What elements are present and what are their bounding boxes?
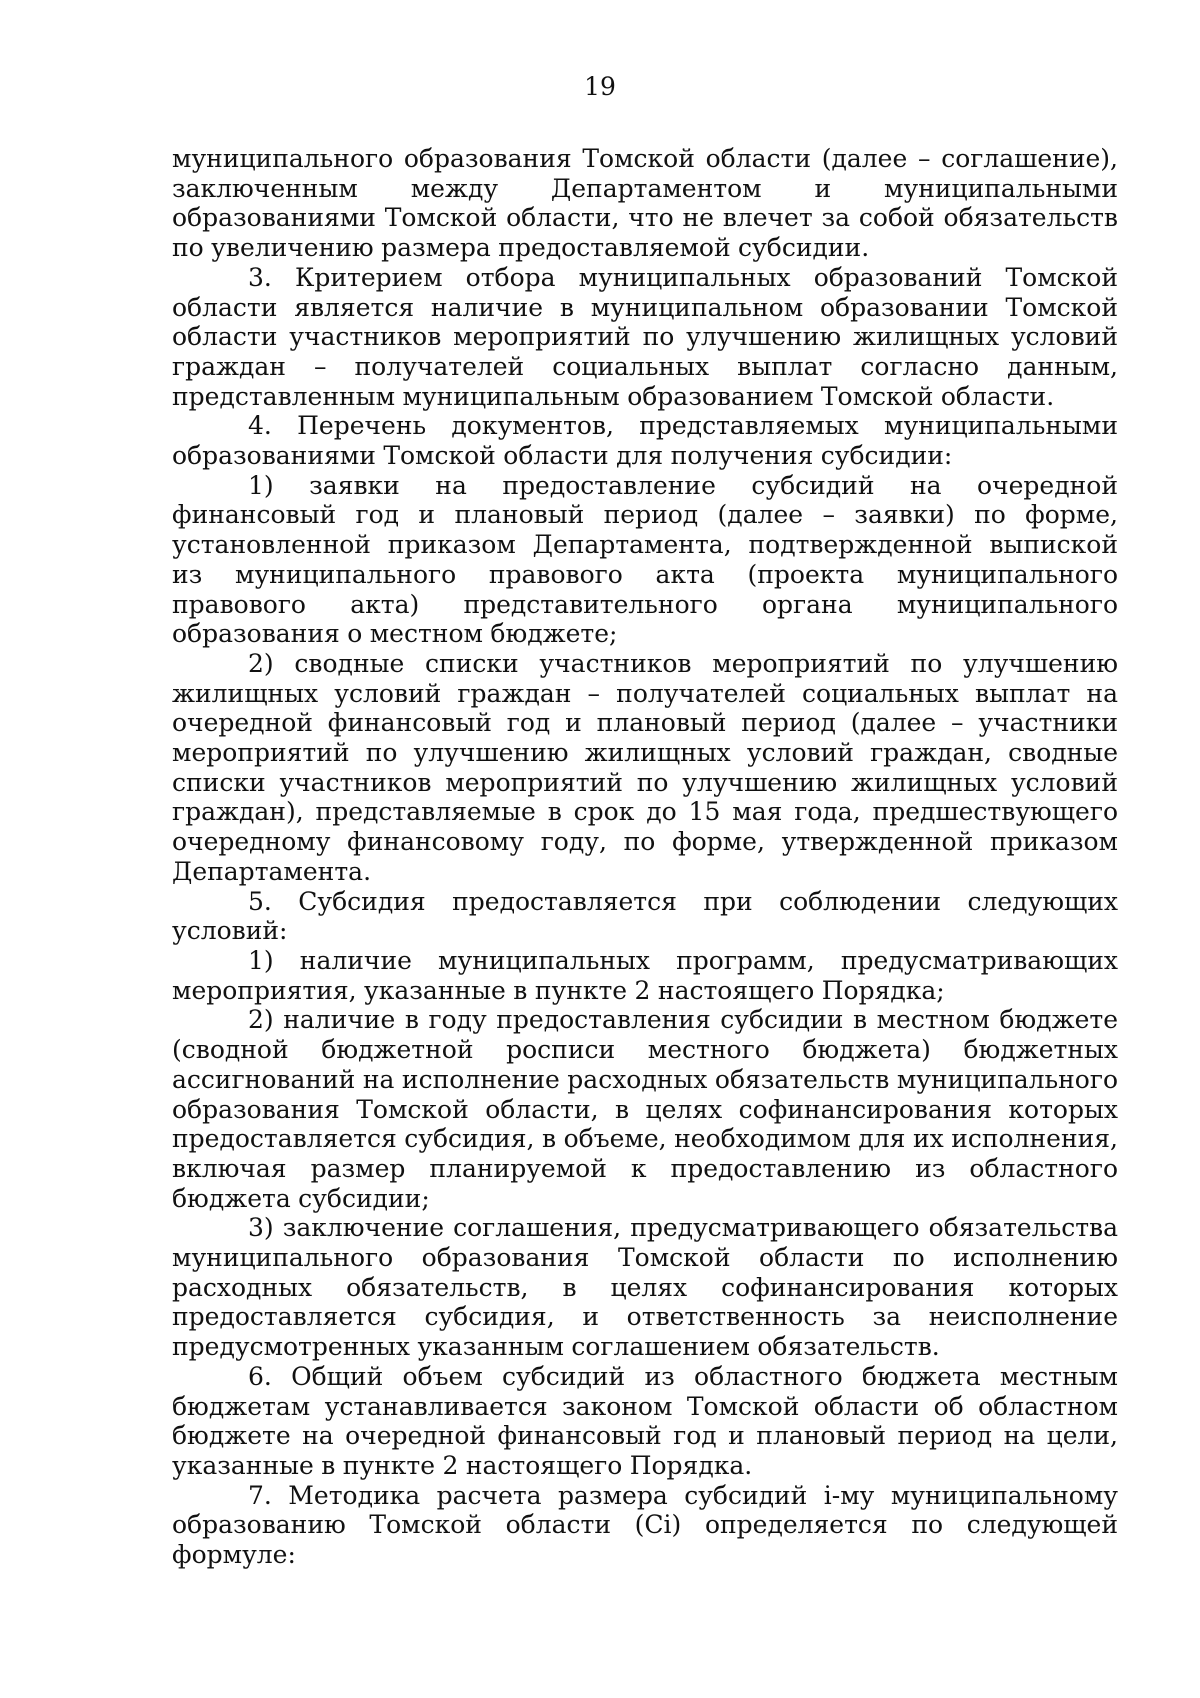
paragraph-item-5-2: 2) наличие в году предоставления субсидии в местном бюджете (сводной бюджетной росписи местного бюджета) бюджетных ассигнований на исполнение расходных обязательств муниципального образования Томской области, в целях софинансирования которых предоставляется субсидия, в объеме, необходимом для их исполнения, включая размер планируемой к предоставлению из областного бюджета субсидии; <box>172 1005 1118 1213</box>
paragraph-item-5-3: 3) заключение соглашения, предусматривающего обязательства муниципального образования Томской области по исполнению расходных обязательств, в целях софинансирования которых предоставляется субсидия, и ответственность за неисполнение предусмотренных указанным соглашением обязательств. <box>172 1213 1118 1362</box>
paragraph-item-4: 4. Перечень документов, представляемых муниципальными образованиями Томской области для получения субсидии: <box>172 411 1118 471</box>
paragraph-item-3: 3. Критерием отбора муниципальных образований Томской области является наличие в муниципальном образовании Томской области участников мероприятий по улучшению жилищных условий граждан – получателей социальных выплат согласно данным, представленным муниципальным образованием Томской области. <box>172 262 1118 411</box>
paragraph-item-6: 6. Общий объем субсидий из областного бюджета местным бюджетам устанавливается законом Томской области об областном бюджете на очередной финансовый год и плановый период на цели, указанные в пункте 2 настоящего Порядка. <box>172 1361 1118 1480</box>
paragraph-item-4-1: 1) заявки на предоставление субсидий на очередной финансовый год и плановый период (далее – заявки) по форме, установленной приказом Департамента, подтвержденной выпиской из муниципального правового акта (проекта муниципального правового акта) представительного органа муниципального образования о местном бюджете; <box>172 470 1118 649</box>
paragraph-continuation: муниципального образования Томской области (далее – соглашение), заключенным между Департаментом и муниципальными образованиями Томской области, что не влечет за собой обязательств по увеличению размера предоставляемой субсидии. <box>172 144 1118 263</box>
paragraph-item-5-1: 1) наличие муниципальных программ, предусматривающих мероприятия, указанные в пункте 2 настоящего Порядка; <box>172 945 1118 1005</box>
paragraph-item-4-2: 2) сводные списки участников мероприятий по улучшению жилищных условий граждан – получателей социальных выплат на очередной финансовый год и плановый период (далее – участники мероприятий по улучшению жилищных условий граждан, сводные списки участников мероприятий по улучшению жилищных условий граждан), представляемые в срок до 15 мая года, предшествующего очередному финансовому году, по форме, утвержденной приказом Департамента. <box>172 648 1118 886</box>
paragraph-item-7: 7. Методика расчета размера субсидий i-му муниципальному образованию Томской области (Ci) определяется по следующей формуле: <box>172 1480 1118 1570</box>
paragraph-item-5: 5. Субсидия предоставляется при соблюдении следующих условий: <box>172 886 1118 946</box>
page-number: 19 <box>584 72 616 101</box>
document-body <box>172 144 1118 1570</box>
